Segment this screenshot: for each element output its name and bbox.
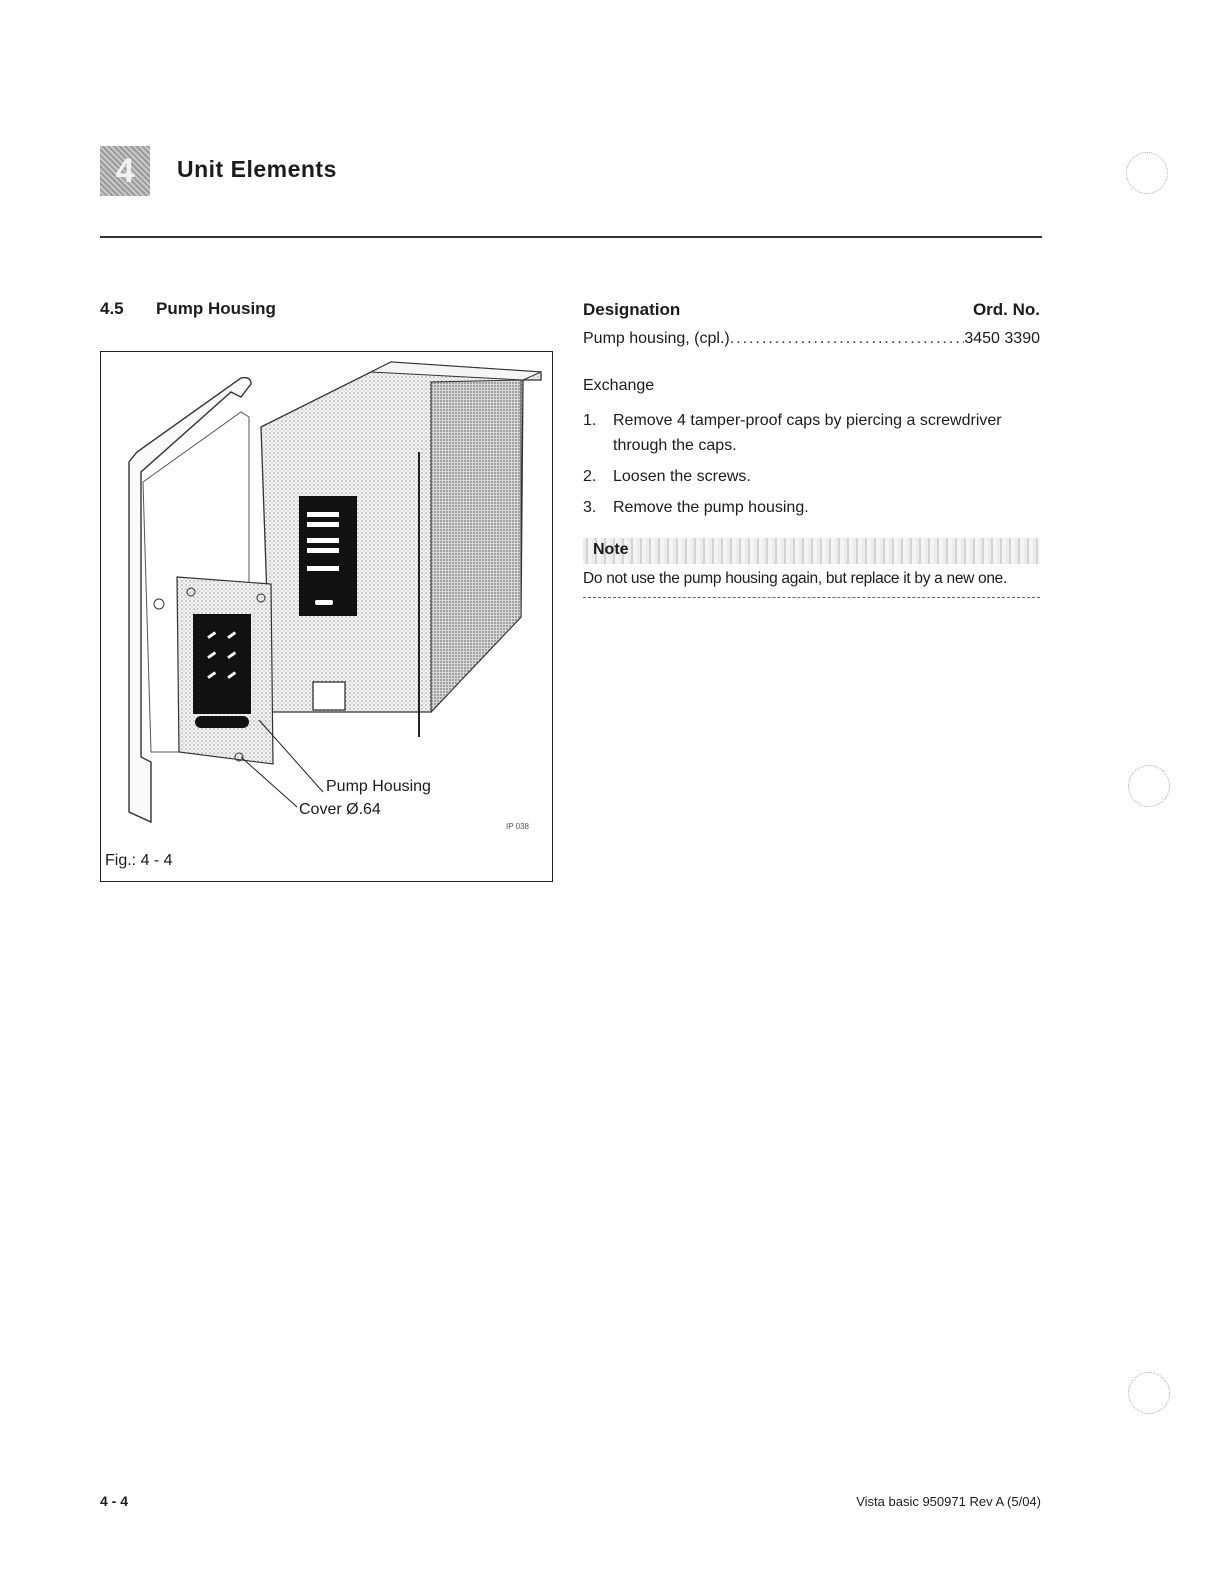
document-reference: Vista basic 950971 Rev A (5/04): [856, 1494, 1041, 1509]
parts-row: [583, 330, 1040, 348]
figure-code: IP 038: [506, 822, 529, 831]
step-number: 3.: [583, 499, 597, 516]
designation-header: Designation: [583, 300, 681, 319]
section-title: Pump Housing: [156, 299, 276, 318]
chapter-number-badge: 4: [100, 146, 150, 196]
step-number: 2.: [583, 468, 597, 485]
exchange-steps: [583, 408, 1040, 526]
part-order-number: 3450 3390: [964, 330, 1040, 347]
page-number: 4 - 4: [100, 1493, 129, 1509]
order-number-header: Ord. No.: [972, 300, 1040, 319]
punch-hole: [1128, 765, 1170, 807]
step-text: Remove 4 tamper-proof caps by piercing a screwdriver through the caps.: [613, 412, 1002, 454]
callout-cover: Cover Ø.64: [299, 801, 381, 818]
dot-leader: [730, 330, 965, 348]
note-text: Do not use the pump housing again, but replace it by a new one.: [583, 570, 1008, 587]
callout-pump-housing: Pump Housing: [326, 778, 431, 795]
step-item: [583, 495, 1040, 520]
step-number: 1.: [583, 412, 597, 429]
part-designation: Pump housing, (cpl.): [583, 330, 730, 347]
figure-caption: Fig.: 4 - 4: [105, 852, 173, 869]
note-rule: [583, 597, 1040, 599]
pump-connector: [193, 614, 251, 714]
section-number: 4.5: [100, 299, 124, 318]
punch-hole: [1128, 1372, 1170, 1414]
note-label: Note: [593, 541, 629, 558]
figure-panel: [100, 351, 553, 882]
note-banner: [583, 538, 1040, 564]
step-item: [583, 464, 1040, 489]
step-text: Remove the pump housing.: [613, 499, 809, 516]
header-rule: [100, 236, 1042, 238]
step-item: [583, 408, 1040, 458]
punch-hole: [1126, 152, 1168, 194]
step-text: Loosen the screws.: [613, 468, 751, 485]
chapter-title: Unit Elements: [177, 156, 337, 182]
exchange-heading: Exchange: [583, 377, 655, 394]
